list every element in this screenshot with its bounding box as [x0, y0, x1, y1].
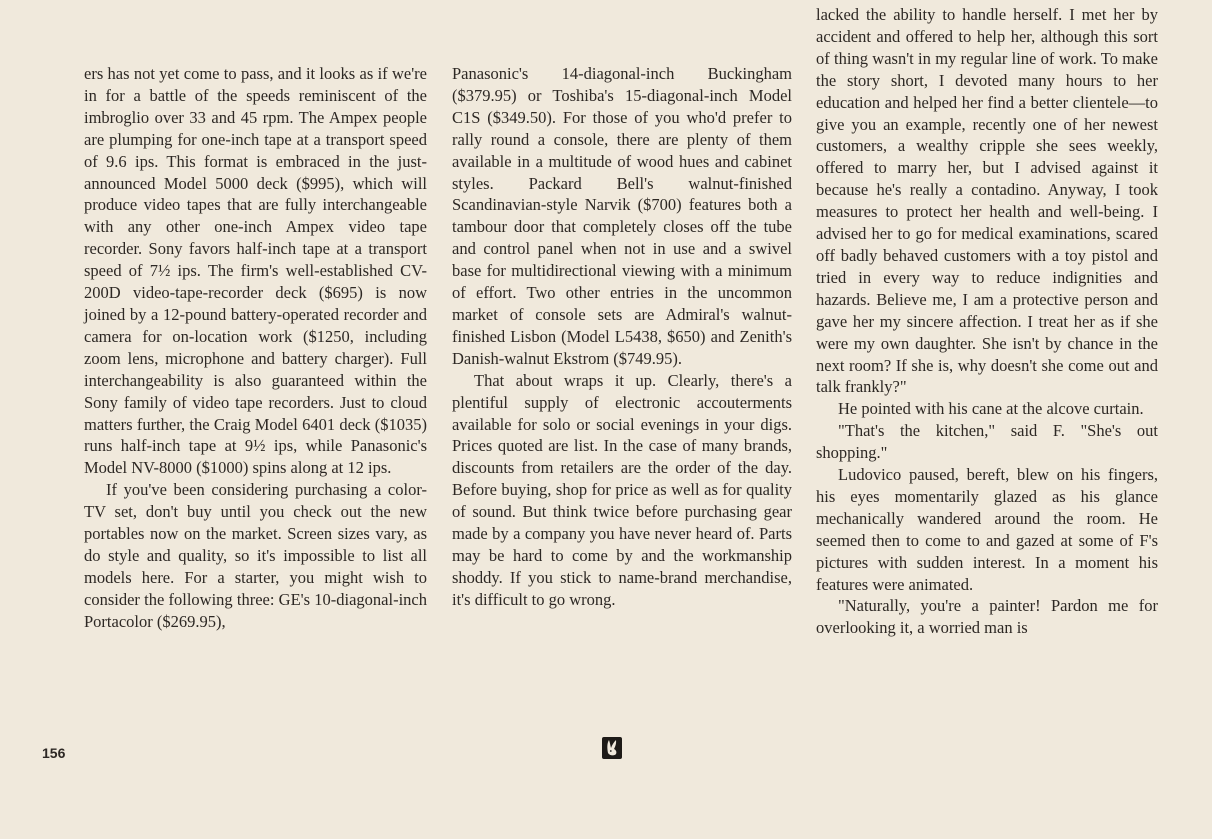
paragraph: He pointed with his cane at the alcove curtain.	[838, 399, 1144, 419]
rabbit-head-logo-icon	[602, 737, 622, 759]
paragraph: That about wraps it up. Clearly, there's a plentiful supply of electronic accouterments available for solo or social evenings in your digs. Prices quoted are list. In the case of many brands, discounts from retailers are the order of the day. Before buying, shop for price as well as for quality of sound. But think twice before purchasing gear made by a company you have never heard of. Parts may be hard to come by and the workmanship shoddy. If you stick to name-brand merchandise, it's difficult to go wrong.	[452, 370, 792, 609]
page-number: 156	[42, 745, 66, 761]
paragraph: "Naturally, you're a painter! Pardon me for overlooking it, a worried man is	[816, 596, 1158, 638]
paragraph: Panasonic's 14-diagonal-inch Buckingham ($379.95) or Toshiba's 15-diagonal-inch Model C1S ($349.50). For those of you who'd prefer to rally round a console, there are plenty of them available in a multitude of wood hues and cabinet styles. Packard Bell's walnut-finished Scandinavian-style Narvik ($700) features both a tambour door that completely closes off the tube and control panel when not in use and a swivel base for multidirectional viewing with a minimum of effort. Two other entries in the uncommon market of console sets are Admiral's walnut-finished Lisbon (Model L5438, $650) and Zenith's Danish-walnut Ekstrom ($749.95).	[452, 64, 792, 368]
text-column-3	[816, 4, 1158, 639]
text-column-1	[84, 63, 427, 633]
paragraph: "That's the kitchen," said F. "She's out shopping."	[816, 421, 1158, 463]
paragraph: Ludovico paused, bereft, blew on his fingers, his eyes momentarily glazed as his glance mechanically wandered around the room. He seemed then to come to and gazed at some of F's pictures with sudden interest. In a moment his features were animated.	[816, 465, 1158, 594]
text-column-2	[452, 63, 792, 611]
paragraph: lacked the ability to handle herself. I met her by accident and offered to help her, although this sort of thing wasn't in my regular line of work. To make the story short, I devoted many hours to her education and helped her find a better clientele—to give you an example, recently one of her newest customers, a wealthy cripple she sees weekly, offered to marry her, but I advised against it because he's really a contadino. Anyway, I took measures to protect her health and well-being. I advised her to go for medical examinations, scared off badly behaved customers with a toy pistol and tried in every way to reduce indignities and hazards. Believe me, I am a protective person and gave her my sincere affection. I treat her as if she were my own daughter. She isn't by chance in the next room? If she is, why doesn't she come out and talk frankly?"	[816, 5, 1158, 397]
paragraph: ers has not yet come to pass, and it looks as if we're in for a battle of the speeds reminiscent of the imbroglio over 33 and 45 rpm. The Ampex people are plumping for one-inch tape at a transport speed of 9.6 ips. This format is embraced in the just-announced Model 5000 deck ($995), which will produce video tapes that are fully interchangeable with any other one-inch Ampex video tape recorder. Sony favors half-inch tape at a transport speed of 7½ ips. The firm's well-established CV-200D video-tape-recorder deck ($695) is now joined by a 12-pound battery-operated recorder and camera for on-location work ($1250, including zoom lens, microphone and battery charger). Full interchangeability is also guaranteed within the Sony family of video tape recorders. Just to cloud matters further, the Craig Model 6401 deck ($1035) runs half-inch tape at 9½ ips, while Panasonic's Model NV-8000 ($1000) spins along at 12 ips.	[84, 64, 427, 478]
paragraph: If you've been considering purchasing a color-TV set, don't buy until you check out the new portables now on the market. Screen sizes vary, as do style and quality, so it's impossible to list all models here. For a starter, you might wish to consider the following three: GE's 10-diagonal-inch Portacolor ($269.95),	[84, 480, 427, 631]
